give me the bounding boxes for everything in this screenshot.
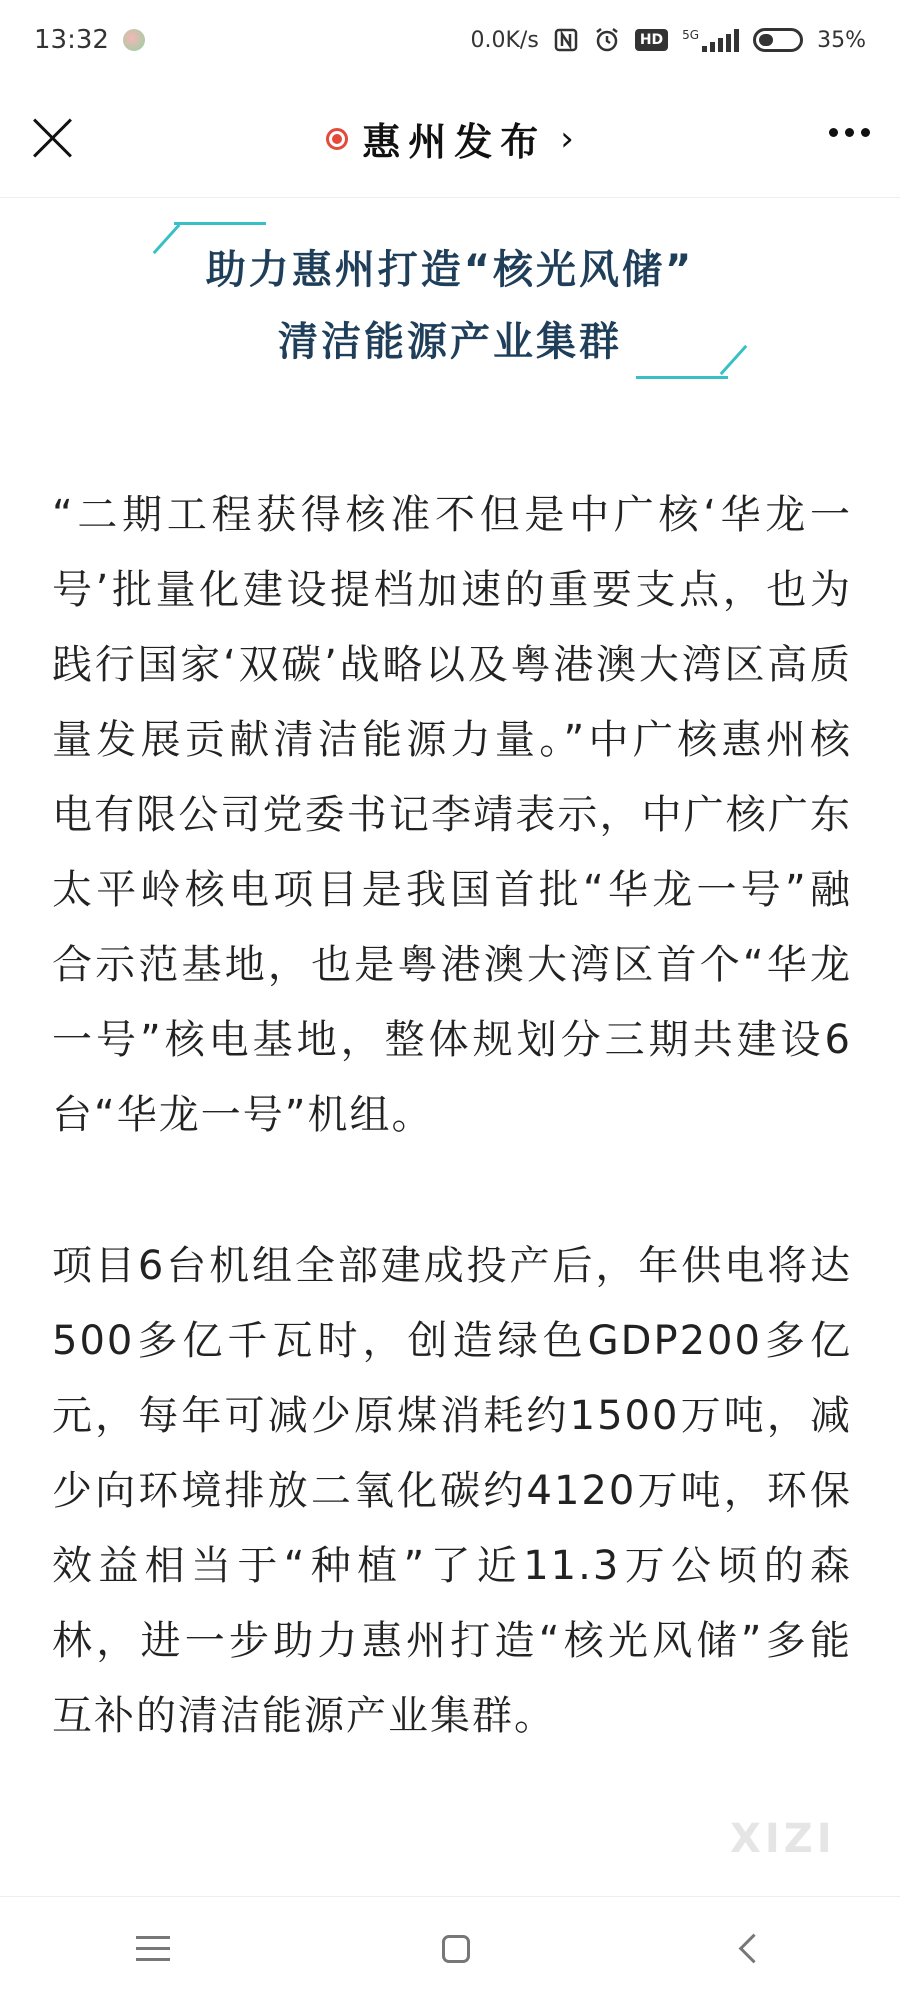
article-paragraph-1: “二期工程获得核准不但是中广核‘华龙一号’批量化建设提档加速的重要支点，也为践行国家‘双碳’战略以及粤港澳大湾区高质量发展贡献清洁能源力量。”中广核惠州核电有限公司党委书记李靖表示，中广核广东太平岭核电项目是我国首批“华龙一号”融合示范基地，也是粤港澳大湾区首个“华龙一号”核电基地，整体规划分三期共建设6台“华龙一号”机组。 [52, 492, 852, 1138]
headline [0, 210, 900, 390]
nav-bar [0, 80, 900, 198]
battery-icon [753, 28, 803, 52]
close-icon[interactable] [30, 116, 74, 160]
headline-line-2: 清洁能源产业集群 [278, 319, 622, 365]
hd-badge: HD [635, 29, 668, 51]
live-dot-icon [326, 128, 348, 150]
system-navigation-bar [0, 1896, 900, 2000]
more-options-icon[interactable] [829, 128, 870, 137]
signal-strength-icon [702, 28, 739, 52]
home-icon[interactable] [442, 1935, 470, 1963]
account-title-link[interactable] [326, 111, 574, 166]
signal-type: 5G [682, 28, 700, 42]
status-time: 13:32 [34, 25, 109, 55]
network-speed: 0.0K/s [470, 27, 539, 53]
page-title: 惠州发布 [362, 119, 547, 164]
battery-percent: 35% [817, 27, 866, 53]
watermark: XIZI [730, 1816, 836, 1862]
status-right [471, 26, 866, 54]
nfc-icon [553, 27, 579, 53]
headline-decoration-bottom [636, 344, 746, 380]
headline-line-1: 助力惠州打造“核光风储” [205, 247, 695, 293]
menu-icon[interactable] [136, 1936, 170, 1961]
article-body [52, 478, 852, 1830]
chevron-right-icon: › [560, 118, 574, 159]
status-left [34, 25, 145, 55]
signal-group [682, 28, 739, 52]
app-notification-icon [123, 29, 145, 51]
article-paragraph-2: 项目6台机组全部建成投产后，年供电将达500多亿千瓦时，创造绿色GDP200多亿元，每年可减少原煤消耗约1500万吨，减少向环境排放二氧化碳约4120万吨，环保效益相当于“种植”了近11.3万公顷的森林，进一步助力惠州打造“核光风储”多能互补的清洁能源产业集群。 [52, 1243, 852, 1739]
status-bar [0, 0, 900, 80]
alarm-icon [593, 26, 621, 54]
back-icon[interactable] [738, 1934, 768, 1964]
